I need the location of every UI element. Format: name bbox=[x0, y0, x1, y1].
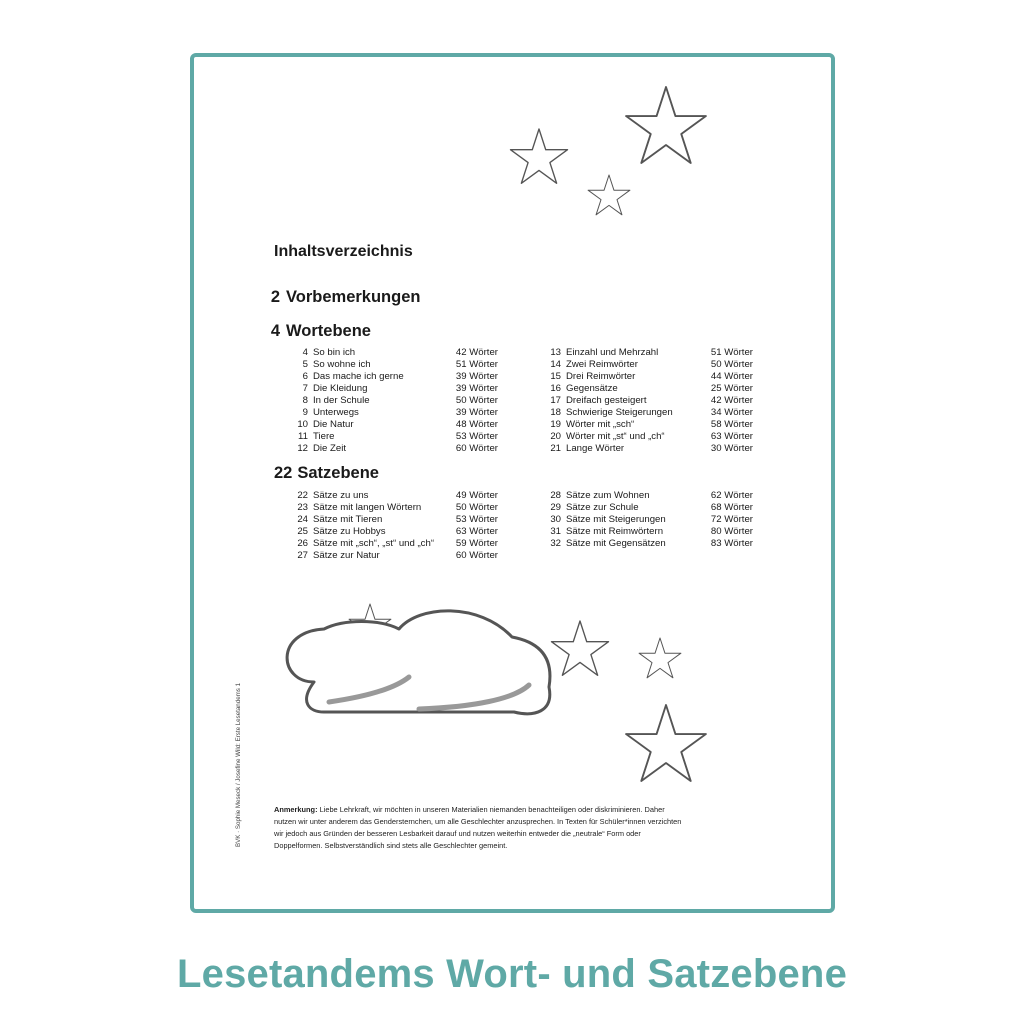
toc-entry-page: 20 bbox=[550, 431, 561, 442]
toc-entry-title: Die Natur bbox=[313, 419, 354, 430]
toc-entry-title: Sätze zur Natur bbox=[313, 550, 380, 561]
toc-entry-page: 14 bbox=[550, 359, 561, 370]
toc-entry-title: Dreifach gesteigert bbox=[566, 395, 647, 406]
toc-entry bbox=[286, 371, 506, 383]
toc-entry bbox=[539, 490, 759, 502]
toc-entry-word-count: 60 Wörter bbox=[455, 443, 498, 454]
toc-entry-word-count: 39 Wörter bbox=[455, 383, 498, 394]
document-page bbox=[190, 53, 835, 913]
toc-entry-title: Sätze zur Schule bbox=[566, 502, 639, 513]
star-icon bbox=[588, 175, 630, 215]
toc-entry-word-count: 39 Wörter bbox=[455, 371, 498, 382]
toc-entry bbox=[539, 395, 759, 407]
toc-entry-word-count: 50 Wörter bbox=[455, 502, 498, 513]
toc-entry-page: 11 bbox=[298, 431, 308, 442]
toc-entry-word-count: 50 Wörter bbox=[710, 359, 753, 370]
toc-entry-title: Lange Wörter bbox=[566, 443, 625, 454]
toc-entry bbox=[286, 431, 506, 443]
toc-entry-page: 18 bbox=[550, 407, 561, 418]
toc-entry bbox=[539, 371, 759, 383]
toc-entry bbox=[539, 407, 759, 419]
toc-entry-title: Die Kleidung bbox=[313, 383, 368, 394]
toc-entry-page: 21 bbox=[550, 443, 561, 454]
toc-entry-word-count: 53 Wörter bbox=[455, 514, 498, 525]
toc-entry-word-count: 49 Wörter bbox=[455, 490, 498, 501]
toc-entry-page: 29 bbox=[550, 502, 561, 513]
toc-entry-title: Sätze zum Wohnen bbox=[566, 490, 650, 501]
toc-entry bbox=[286, 538, 506, 550]
toc-entry-word-count: 80 Wörter bbox=[710, 526, 753, 537]
toc-entry-page: 6 bbox=[302, 371, 308, 382]
toc-entry-title: Wörter mit „st“ und „ch“ bbox=[566, 431, 665, 442]
toc-entry bbox=[539, 347, 759, 359]
toc-entry-page: 5 bbox=[302, 359, 308, 370]
toc-entry-page: 13 bbox=[550, 347, 561, 358]
satzebene-list-right bbox=[539, 490, 759, 550]
toc-entry-word-count: 63 Wörter bbox=[455, 526, 498, 537]
toc-entry-word-count: 62 Wörter bbox=[710, 490, 753, 501]
toc-entry-word-count: 30 Wörter bbox=[710, 443, 753, 454]
toc-entry-word-count: 59 Wörter bbox=[455, 538, 498, 549]
toc-entry-word-count: 44 Wörter bbox=[710, 371, 753, 382]
toc-entry-page: 31 bbox=[550, 526, 561, 537]
toc-entry-word-count: 51 Wörter bbox=[455, 359, 498, 370]
toc-entry bbox=[286, 395, 506, 407]
toc-entry-page: 30 bbox=[550, 514, 561, 525]
toc-entry-title: Sätze mit Gegensätzen bbox=[566, 538, 666, 549]
toc-entry-title: Die Zeit bbox=[313, 443, 347, 454]
toc-entry-word-count: 48 Wörter bbox=[455, 419, 498, 430]
toc-entry-title: In der Schule bbox=[313, 395, 370, 406]
toc-entry-title: Drei Reimwörter bbox=[566, 371, 636, 382]
toc-entry-page: 7 bbox=[302, 383, 308, 394]
toc-entry-title: So wohne ich bbox=[313, 359, 371, 370]
toc-entry-title: Das mache ich gerne bbox=[313, 371, 404, 382]
toc-entry bbox=[539, 383, 759, 395]
toc-entry-title: Sätze zu Hobbys bbox=[313, 526, 386, 537]
toc-entry-word-count: 60 Wörter bbox=[455, 550, 498, 561]
toc-entry-page: 15 bbox=[550, 371, 561, 382]
toc-entry-title: Wörter mit „sch“ bbox=[566, 419, 635, 430]
toc-entry-title: Sätze mit langen Wörtern bbox=[313, 502, 422, 513]
star-icon bbox=[626, 705, 706, 781]
toc-entry bbox=[286, 407, 506, 419]
toc-entry bbox=[286, 490, 506, 502]
toc-entry-title: Zwei Reimwörter bbox=[566, 359, 638, 370]
toc-entry-title: So bin ich bbox=[313, 347, 356, 358]
toc-entry bbox=[539, 502, 759, 514]
toc-entry-page: 19 bbox=[550, 419, 561, 430]
toc-entry-page: 4 bbox=[302, 347, 308, 358]
toc-entry-title: Tiere bbox=[313, 431, 335, 442]
toc-entry-title: Einzahl und Mehrzahl bbox=[566, 347, 659, 358]
toc-entry-word-count: 72 Wörter bbox=[710, 514, 753, 525]
toc-entry-word-count: 68 Wörter bbox=[710, 502, 753, 513]
toc-entry-page: 24 bbox=[297, 514, 308, 525]
wortebene-list-left bbox=[286, 347, 506, 455]
toc-title: Inhaltsverzeichnis bbox=[274, 243, 413, 260]
toc-entry-page: 22 bbox=[297, 490, 308, 501]
toc-entry-title: Sätze mit Steigerungen bbox=[566, 514, 666, 525]
toc-entry bbox=[539, 514, 759, 526]
toc-entry-title: Gegensätze bbox=[566, 383, 618, 394]
toc-entry-title: Sätze mit Tieren bbox=[313, 514, 383, 525]
note-text: Anmerkung: Liebe Lehrkraft, wir möchten in unseren Materialien niemanden benachteiligen oder diskriminieren. Daher nutzen wir unter anderem das Gendersternchen, um alle Geschlechter anzusprechen. In Texten für Schüler*innen verzichten wir jedoch aus Gründen der besseren Lesbarkeit darauf und nutzen weiterhin entweder die „neutrale“ Form oder Doppelformen. Selbstverständlich sind stets alle Geschlechter gemeint. bbox=[274, 805, 682, 850]
toc-entry bbox=[286, 443, 506, 455]
toc-entry-page: 28 bbox=[550, 490, 561, 501]
toc-entry-title: Schwierige Steigerungen bbox=[566, 407, 673, 418]
section-heading-vorbemerkungen: 2 Vorbemerkungen bbox=[270, 288, 421, 306]
toc-entry bbox=[539, 538, 759, 550]
toc-entry-page: 23 bbox=[297, 502, 308, 513]
toc-entry-page: 9 bbox=[302, 407, 308, 418]
star-icon bbox=[626, 87, 706, 163]
toc-entry-word-count: 83 Wörter bbox=[710, 538, 753, 549]
toc-entry bbox=[286, 502, 506, 514]
toc-entry-title: Unterwegs bbox=[313, 407, 359, 418]
decoration-layer bbox=[194, 57, 831, 909]
toc-entry bbox=[286, 550, 506, 562]
toc-entry-page: 32 bbox=[550, 538, 561, 549]
toc-entry bbox=[286, 514, 506, 526]
side-credit: BVK · Sophie Meseck / Josefine Wild: Erste Lesetandems 1 bbox=[235, 682, 242, 847]
toc-entry-word-count: 58 Wörter bbox=[710, 419, 753, 430]
satzebene-list-left bbox=[286, 490, 506, 562]
toc-entry bbox=[539, 419, 759, 431]
toc-entry-page: 16 bbox=[550, 383, 561, 394]
toc-entry-word-count: 53 Wörter bbox=[455, 431, 498, 442]
caption-title: Lesetandems Wort- und Satzebene bbox=[176, 952, 848, 996]
toc-entry bbox=[539, 526, 759, 538]
toc-entry-page: 17 bbox=[550, 395, 561, 406]
toc-entry-title: Sätze mit „sch“, „st“ und „ch“ bbox=[313, 538, 435, 549]
toc-entry bbox=[539, 431, 759, 443]
toc-entry bbox=[286, 419, 506, 431]
toc-entry-word-count: 50 Wörter bbox=[455, 395, 498, 406]
star-icon bbox=[551, 621, 608, 675]
toc-entry-title: Sätze zu uns bbox=[313, 490, 369, 501]
toc-entry-word-count: 42 Wörter bbox=[455, 347, 498, 358]
section-heading-wortebene: 4 Wortebene bbox=[270, 322, 371, 340]
toc-entry-word-count: 63 Wörter bbox=[710, 431, 753, 442]
section-heading-satzebene: 22 Satzebene bbox=[274, 464, 379, 482]
toc-entry-page: 8 bbox=[302, 395, 308, 406]
toc-entry-title: Sätze mit Reimwörtern bbox=[566, 526, 664, 537]
toc-entry bbox=[286, 383, 506, 395]
toc-entry-word-count: 51 Wörter bbox=[710, 347, 753, 358]
toc-entry-page: 12 bbox=[297, 443, 308, 454]
cloud-icon bbox=[287, 611, 550, 714]
toc-entry bbox=[286, 347, 506, 359]
toc-entry bbox=[539, 443, 759, 455]
toc-entry-word-count: 34 Wörter bbox=[710, 407, 753, 418]
toc-entry bbox=[539, 359, 759, 371]
toc-entry-page: 27 bbox=[297, 550, 308, 561]
toc-entry bbox=[286, 359, 506, 371]
toc-entry-page: 10 bbox=[297, 419, 308, 430]
toc-entry-word-count: 25 Wörter bbox=[710, 383, 753, 394]
star-icon bbox=[639, 638, 681, 678]
wortebene-list-right bbox=[539, 347, 759, 455]
toc-entry-page: 25 bbox=[297, 526, 308, 537]
star-icon bbox=[510, 129, 567, 183]
toc-entry-word-count: 42 Wörter bbox=[710, 395, 753, 406]
toc-entry-word-count: 39 Wörter bbox=[455, 407, 498, 418]
toc-entry-page: 26 bbox=[297, 538, 308, 549]
toc-entry bbox=[286, 526, 506, 538]
